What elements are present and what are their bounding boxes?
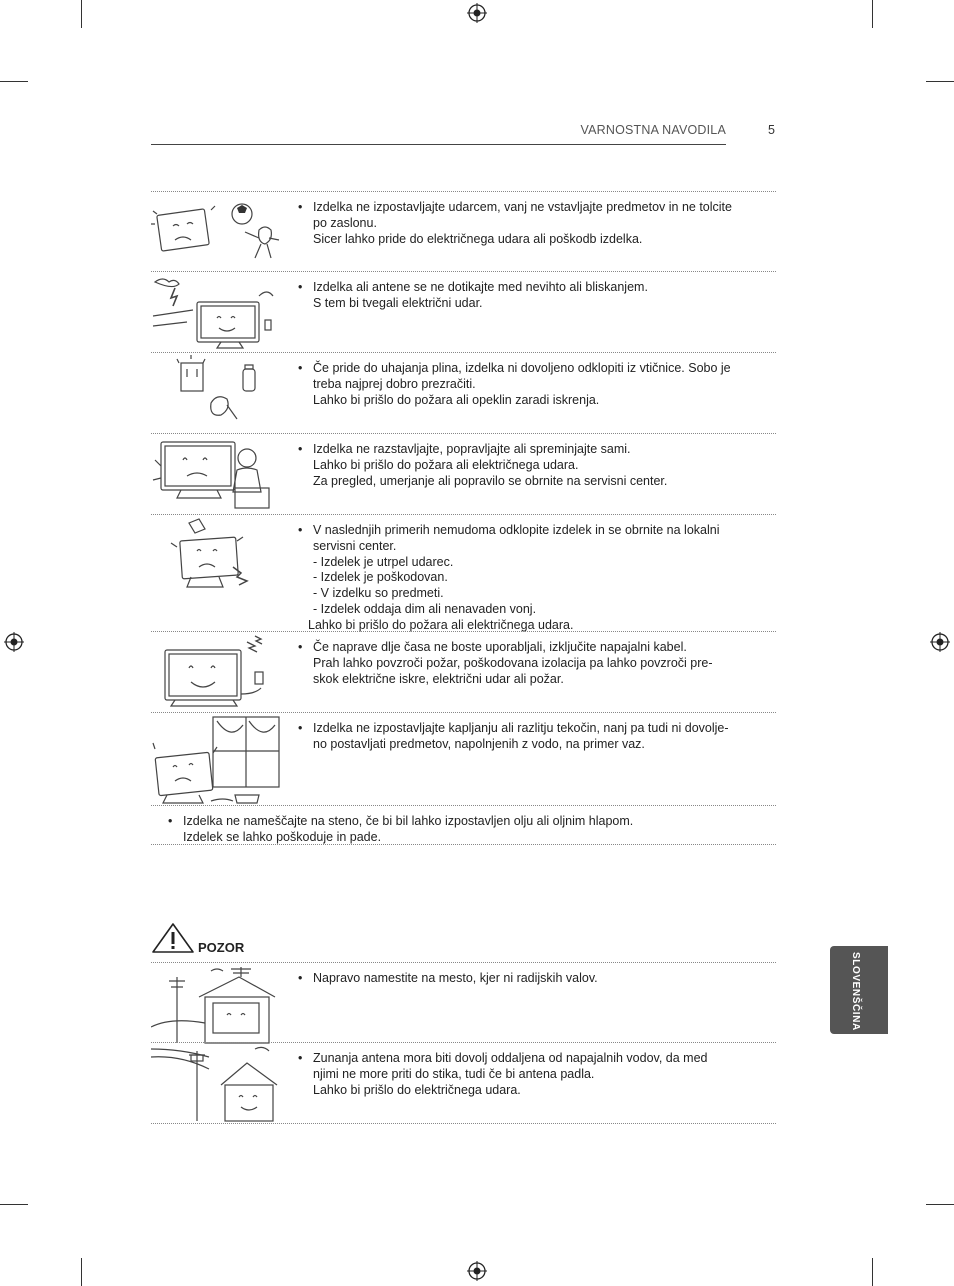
warning-text — [313, 442, 763, 489]
registration-mark-icon — [930, 632, 950, 652]
text-line: • Izdelka ne izpostavljajte udarcem, vanj ne vstavljajte predmetov in ne tolcite — [313, 200, 732, 214]
list-item: - Izdelek je utrpel udarec. — [313, 554, 454, 569]
list-item: - Izdelek oddaja dim ali nenavaden vonj. — [313, 601, 537, 616]
warning-row — [151, 352, 776, 434]
language-tab — [830, 946, 888, 1034]
text-line: njimi ne more priti do stika, tudi če bi antena padla. — [313, 1066, 595, 1081]
warning-text — [313, 721, 763, 753]
warning-row — [151, 433, 776, 515]
registration-mark-icon — [467, 1261, 487, 1281]
text-line: Lahko bi prišlo do požara ali električnega udara. — [313, 457, 579, 472]
text-line: Sicer lahko pride do električnega udara ali poškodb izdelka. — [313, 231, 643, 246]
antenna-powerline-illustration-icon — [151, 1045, 281, 1125]
caution-text — [313, 1051, 763, 1098]
caution-row — [151, 1042, 776, 1124]
text-line: • Napravo namestite na mesto, kjer ni radijskih valov. — [313, 971, 598, 985]
text-line: • V naslednjih primerih nemudoma odklopite izdelek in se obrnite na lokalni — [313, 523, 720, 537]
warning-text — [313, 361, 763, 408]
text-line: S tem bi tvegali električni udar. — [313, 295, 483, 310]
text-line: Prah lahko povzroči požar, poškodovana izolacija pa lahko povzroči pre- — [313, 655, 713, 670]
text-line: no postavljati predmetov, napolnjenih z vodo, na primer vaz. — [313, 736, 645, 751]
crop-mark — [872, 1258, 873, 1286]
text-line: • Izdelka ne nameščajte na steno, če bi bil lahko izpostavljen olju ali oljnim hlapom. — [183, 814, 634, 828]
registration-mark-icon — [467, 3, 487, 23]
list-item: - V izdelku so predmeti. — [313, 586, 444, 601]
gas-leak-illustration-icon — [151, 355, 281, 431]
caution-triangle-icon — [151, 922, 195, 954]
warning-row — [151, 191, 776, 272]
section-title: VARNOSTNA NAVODILA — [580, 123, 726, 137]
text-line: servisni center. — [313, 538, 397, 553]
warning-text — [308, 523, 763, 634]
house-antenna-illustration-icon — [151, 965, 281, 1045]
caution-text — [313, 971, 763, 987]
header-rule — [151, 144, 726, 145]
warning-text — [183, 814, 743, 846]
text-line: • Zunanja antena mora biti dovolj oddaljena od napajalnih vodov, da med — [313, 1051, 708, 1065]
registration-mark-icon — [4, 632, 24, 652]
text-line: • Če pride do uhajanja plina, izdelka ni dovoljeno odklopiti iz vtičnice. Sobo je — [313, 361, 731, 375]
language-tab-label: SLOVENŠČINA — [850, 952, 861, 1031]
warning-row — [151, 712, 776, 806]
tv-repair-illustration-icon — [151, 436, 281, 512]
tv-lightning-illustration-icon — [151, 274, 281, 350]
caution-label: POZOR — [198, 940, 245, 955]
tv-unplug-illustration-icon — [151, 634, 281, 710]
tv-liquid-illustration-icon — [151, 715, 281, 805]
text-line: Za pregled, umerjanje ali popravilo se obrnite na servisni center. — [313, 473, 668, 488]
tv-damage-illustration-icon — [151, 517, 281, 593]
crop-mark — [926, 81, 954, 82]
crop-mark — [81, 1258, 82, 1286]
text-line: skok električne iskre, električni udar ali požar. — [313, 671, 564, 686]
text-line: Lahko bi prišlo do požara ali opeklin zaradi iskrenja. — [313, 392, 600, 407]
text-line: • Izdelka ne razstavljajte, popravljajte ali spreminjajte sami. — [313, 442, 631, 456]
text-line: Izdelek se lahko poškoduje in pade. — [183, 829, 382, 844]
text-line: treba najprej dobro prezračiti. — [313, 376, 476, 391]
text-line: po zaslonu. — [313, 215, 377, 230]
crop-mark — [926, 1204, 954, 1205]
caution-row — [151, 962, 776, 1043]
text-line: Lahko bi prišlo do električnega udara. — [313, 1082, 521, 1097]
warning-row — [151, 805, 776, 845]
warning-text — [313, 280, 763, 312]
tv-impact-illustration-icon — [151, 194, 281, 270]
text-line: • Če naprave dlje časa ne boste uporabljali, izključite napajalni kabel. — [313, 640, 687, 654]
crop-mark — [0, 1204, 28, 1205]
warning-row — [151, 631, 776, 713]
page-number: 5 — [768, 123, 775, 137]
crop-mark — [0, 81, 28, 82]
text-line: • Izdelka ali antene se ne dotikajte med nevihto ali bliskanjem. — [313, 280, 648, 294]
text-line: • Izdelka ne izpostavljajte kapljanju ali razlitju tekočin, nanj pa tudi ni dovolje- — [313, 721, 729, 735]
crop-mark — [81, 0, 82, 28]
warning-row — [151, 514, 776, 632]
warning-row — [151, 271, 776, 353]
list-item: - Izdelek je poškodovan. — [313, 570, 448, 585]
text-line: Lahko bi prišlo do požara ali električnega udara. — [308, 617, 574, 632]
warning-text — [313, 200, 763, 247]
crop-mark — [872, 0, 873, 28]
warning-text — [313, 640, 763, 687]
